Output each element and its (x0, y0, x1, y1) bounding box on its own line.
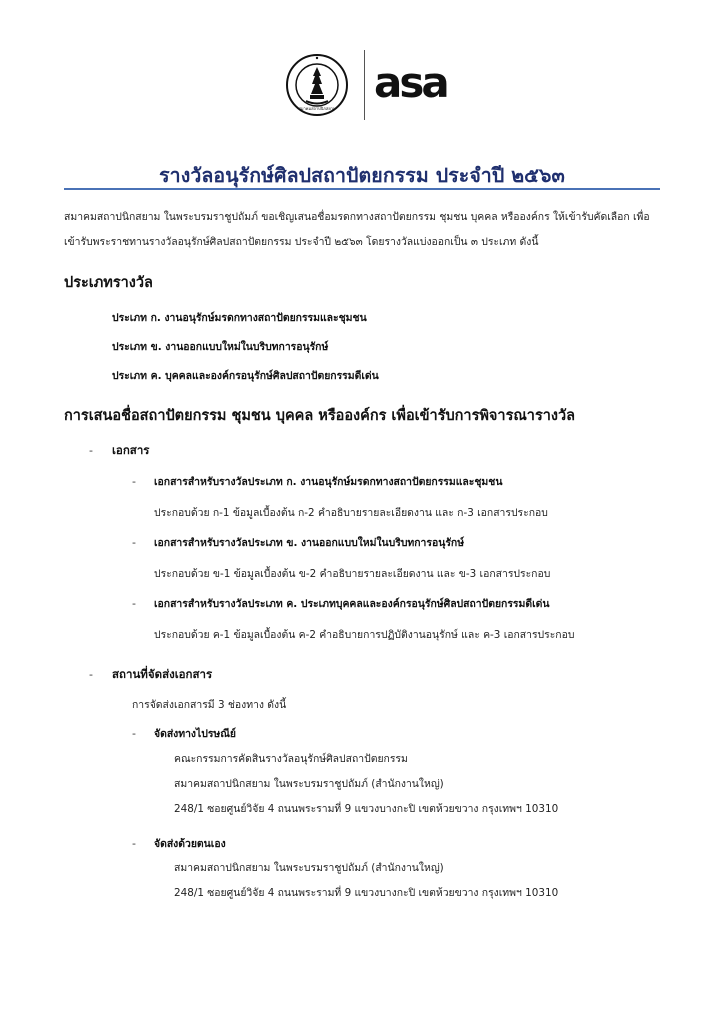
bullet-dash: - (132, 597, 136, 610)
award-type-a: ประเภท ก. งานอนุรักษ์มรดกทางสถาปัตยกรรมและชุมชน (112, 312, 367, 324)
bullet-dash: - (89, 668, 93, 681)
document-group-a-detail: ประกอบด้วย ก-1 ข้อมูลเบื้องต้น ก-2 คำอธิบายรายละเอียดงาน และ ก-3 เอกสารประกอบ (154, 507, 548, 519)
asa-wordmark-logo (374, 64, 476, 104)
delivery-heading: สถานที่จัดส่งเอกสาร (112, 667, 213, 681)
award-type-b: ประเภท ข. งานออกแบบใหม่ในบริบทการอนุรักษ์ (112, 341, 329, 353)
nomination-heading: การเสนอชื่อสถาปัตยกรรม ชุมชน บุคคล หรือองค์กร เพื่อเข้ารับการพิจารณารางวัล (64, 408, 575, 424)
logo-text: asa (374, 64, 447, 104)
award-types-heading: ประเภทรางวัล (64, 275, 153, 291)
title-divider (64, 188, 660, 190)
bullet-dash: - (89, 444, 93, 457)
documents-heading: เอกสาร (112, 443, 150, 457)
header-logos (286, 50, 476, 120)
delivery-post-line-2: สมาคมสถาปนิกสยาม ในพระบรมราชูปถัมภ์ (สำนักงานใหญ่) (174, 778, 444, 790)
intro-line-1: สมาคมสถาปนิกสยาม ในพระบรมราชูปถัมภ์ ขอเชิญเสนอชื่อมรดกทางสถาปัตยกรรม ชุมชน บุคคล หรือองค์กร ให้เข้ารับคัดเลือก เพื่อ (64, 211, 650, 223)
award-type-c: ประเภท ค. บุคคลและองค์กรอนุรักษ์ศิลปสถาปัตยกรรมดีเด่น (112, 370, 379, 382)
logo-divider (364, 50, 365, 120)
document-group-b-title: เอกสารสำหรับรางวัลประเภท ข. งานออกแบบใหม่ในบริบทการอนุรักษ์ (154, 537, 465, 549)
delivery-intro: การจัดส่งเอกสารมี 3 ช่องทาง ดังนี้ (132, 699, 287, 711)
asa-seal-logo (286, 54, 348, 116)
bullet-dash: - (132, 837, 136, 850)
bullet-dash: - (132, 727, 136, 740)
bullet-dash: - (132, 475, 136, 488)
delivery-self-line-1: สมาคมสถาปนิกสยาม ในพระบรมราชูปถัมภ์ (สำนักงานใหญ่) (174, 862, 444, 874)
intro-line-2: เข้ารับพระราชทานรางวัลอนุรักษ์ศิลปสถาปัตยกรรม ประจำปี ๒๕๖๓ โดยรางวัลแบ่งออกเป็น ๓ ประเภท ดังนี้ (64, 236, 539, 248)
delivery-post-line-3: 248/1 ซอยศูนย์วิจัย 4 ถนนพระรามที่ 9 แขวงบางกะปิ เขตห้วยขวาง กรุงเทพฯ 10310 (174, 803, 559, 815)
document-group-a-title: เอกสารสำหรับรางวัลประเภท ก. งานอนุรักษ์มรดกทางสถาปัตยกรรมและชุมชน (154, 476, 503, 488)
bullet-dash: - (132, 536, 136, 549)
delivery-self-line-2: 248/1 ซอยศูนย์วิจัย 4 ถนนพระรามที่ 9 แขวงบางกะปิ เขตห้วยขวาง กรุงเทพฯ 10310 (174, 887, 559, 899)
delivery-post-title: จัดส่งทางไปรษณีย์ (154, 728, 236, 740)
delivery-self-title: จัดส่งด้วยตนเอง (154, 838, 226, 850)
document-group-c-title: เอกสารสำหรับรางวัลประเภท ค. ประเภทบุคคลและองค์กรอนุรักษ์ศิลปสถาปัตยกรรมดีเด่น (154, 598, 550, 610)
document-group-b-detail: ประกอบด้วย ข-1 ข้อมูลเบื้องต้น ข-2 คำอธิบายรายละเอียดงาน และ ข-3 เอกสารประกอบ (154, 568, 551, 580)
seal-text: สมาคมสถาปนิกสยาม (298, 106, 336, 111)
delivery-post-line-1: คณะกรรมการคัดสินรางวัลอนุรักษ์ศิลปสถาปัตยกรรม (174, 753, 408, 765)
page-title: รางวัลอนุรักษ์ศิลปสถาปัตยกรรม ประจำปี ๒๕๖๓ (159, 164, 565, 187)
document-group-c-detail: ประกอบด้วย ค-1 ข้อมูลเบื้องต้น ค-2 คำอธิบายการปฏิบัติงานอนุรักษ์ และ ค-3 เอกสารประกอบ (154, 629, 575, 641)
